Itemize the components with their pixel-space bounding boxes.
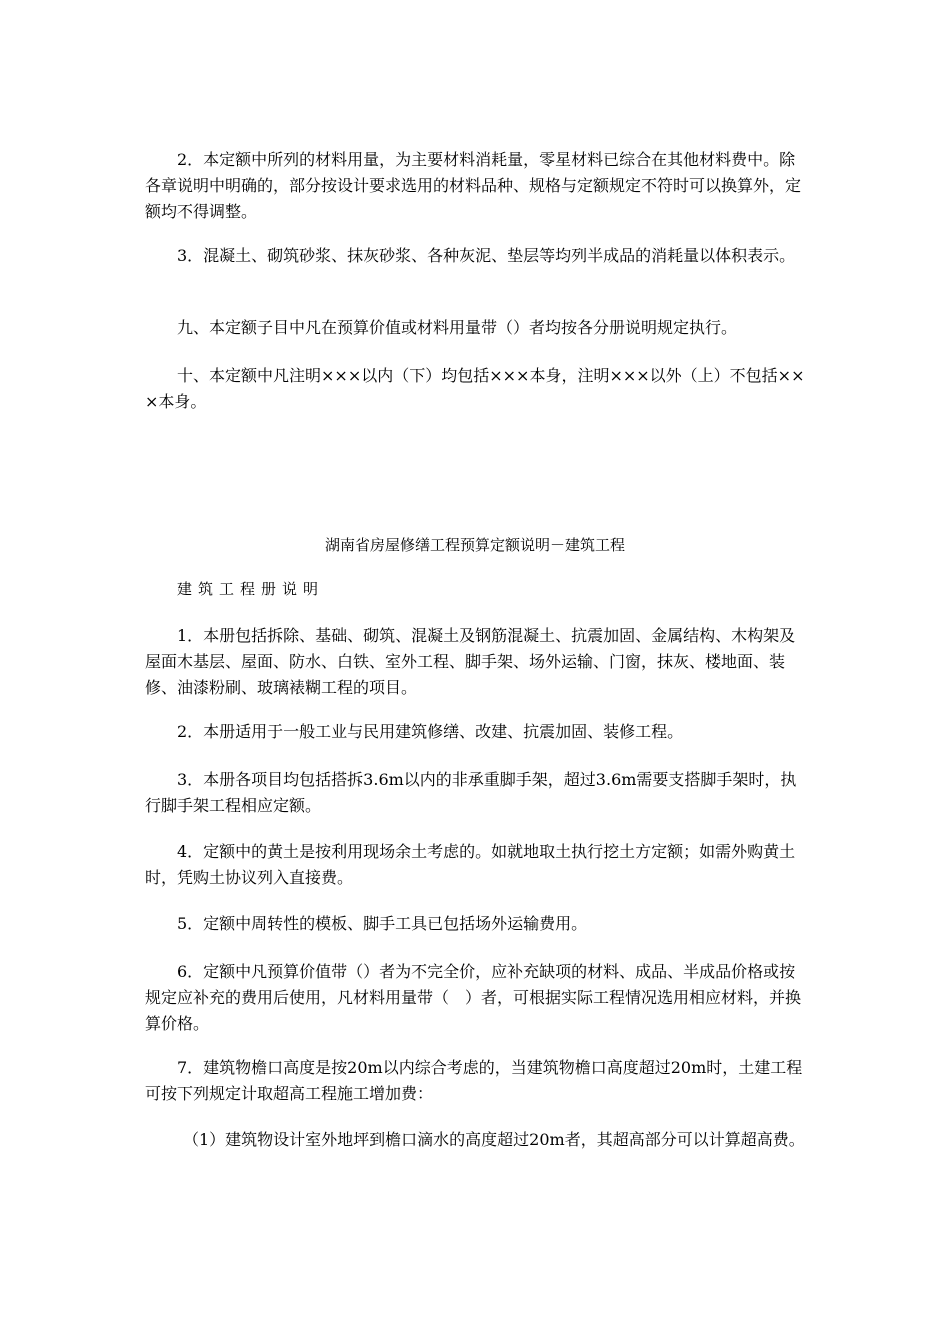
paragraph-formwork: 5．定额中周转性的模板、脚手工具已包括场外运输费用。	[177, 914, 588, 933]
paragraph-over-height-fee: （1）建筑物设计室外地坪到檐口滴水的高度超过20m者，其超高部分可以计算超高费。	[183, 1130, 805, 1149]
paragraph-semi-finished-volume: 3．混凝土、砌筑砂浆、抹灰砂浆、各种灰泥、垫层等均列半成品的消耗量以体积表示。	[177, 246, 796, 265]
paragraph-applicability: 2．本册适用于一般工业与民用建筑修缮、改建、抗震加固、装修工程。	[177, 722, 684, 741]
section-subtitle: 建筑工程册说明	[177, 580, 325, 598]
paragraph-material-usage: 2．本定额中所列的材料用量，为主要材料消耗量，零星材料已综合在其他材料费中。除各章说明中明确的，部分按设计要求选用的材料品种、规格与定额规定不符时可以换算外，定额均不得调整。	[145, 150, 802, 221]
section-title: 湖南省房屋修缮工程预算定额说明－建筑工程	[324, 536, 625, 554]
paragraph-eave-height: 7．建筑物檐口高度是按20m以内综合考虑的，当建筑物檐口高度超过20m时，土建工程可按下列规定计取超高工程施工增加费：	[145, 1058, 803, 1103]
paragraph-item-ten: 十、本定额中凡注明×××以内（下）均包括×××本身，注明×××以外（上）不包括×××本身。	[145, 366, 805, 411]
paragraph-scope: 1．本册包括拆除、基础、砌筑、混凝土及钢筋混凝土、抗震加固、金属结构、木构架及屋面木基层、屋面、防水、白铁、室外工程、脚手架、场外运输、门窗，抹灰、楼地面、装修、油漆粉刷、玻璃裱糊工程的项目。	[145, 626, 796, 697]
paragraph-item-nine: 九、本定额子目中凡在预算价值或材料用量带（）者均按各分册说明规定执行。	[177, 318, 738, 337]
paragraph-loess: 4．定额中的黄土是按利用现场余土考虑的。如就地取土执行挖土方定额；如需外购黄土时，凭购土协议列入直接费。	[145, 842, 796, 887]
paragraph-scaffold: 3．本册各项目均包括搭拆3.6m以内的非承重脚手架，超过3.6m需要支搭脚手架时，执行脚手架工程相应定额。	[145, 770, 797, 815]
paragraph-incomplete-price: 6．定额中凡预算价值带（）者为不完全价，应补充缺项的材料、成品、半成品价格或按规定应补充的费用后使用，凡材料用量带（ ）者，可根据实际工程情况选用相应材料，并换算价格。	[145, 962, 802, 1033]
